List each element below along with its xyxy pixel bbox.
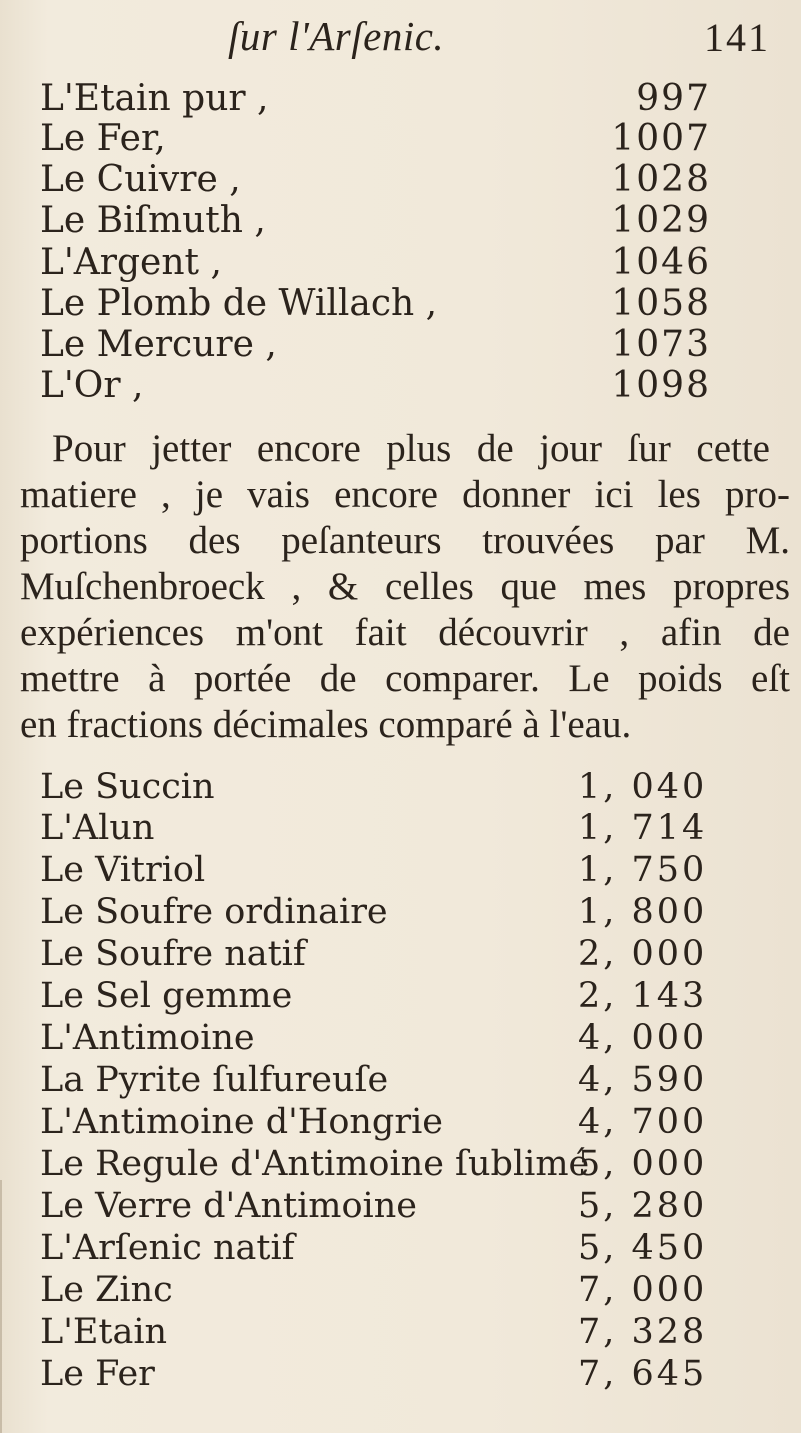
table-row — [0, 157, 801, 203]
substance-value: 7, 000 — [578, 1270, 708, 1310]
table-row — [0, 1225, 801, 1271]
table-row — [0, 764, 801, 810]
metal-value: 997 — [636, 78, 711, 119]
table-row — [0, 847, 801, 893]
table-row — [0, 973, 801, 1019]
substance-name: Le Soufre natif — [40, 934, 306, 974]
paragraph-line: portions des peſanteurs trouvées par M. — [20, 519, 790, 562]
metal-value: 1028 — [611, 159, 711, 200]
metal-value: 1046 — [611, 242, 711, 283]
substance-value: 2, 143 — [578, 976, 708, 1016]
substance-value: 5, 450 — [578, 1228, 708, 1268]
metal-value: 1029 — [611, 200, 711, 241]
substance-name: Le Verre d'Antimoine — [40, 1186, 417, 1226]
metal-name: L'Or , — [40, 365, 144, 406]
table-row — [0, 889, 801, 935]
metal-value: 1073 — [611, 324, 711, 365]
substance-name: Le Sel gemme — [40, 976, 293, 1016]
page-header — [0, 4, 801, 64]
page-number: 141 — [704, 15, 770, 60]
table-row — [0, 322, 801, 368]
metal-name: Le Cuivre , — [40, 159, 241, 200]
substance-name: L'Antimoine — [40, 1018, 255, 1058]
metal-name: L'Etain pur , — [40, 78, 269, 119]
metal-name: L'Argent , — [40, 242, 222, 283]
table-row — [0, 1099, 801, 1145]
substance-value: 5, 280 — [578, 1186, 708, 1226]
table-row — [0, 931, 801, 977]
table-row — [0, 281, 801, 327]
substance-name: L'Etain — [40, 1312, 168, 1352]
substance-name: Le Zinc — [40, 1270, 173, 1310]
substance-value: 5, 000 — [578, 1144, 708, 1184]
substance-value: 4, 700 — [578, 1102, 708, 1142]
metal-name: Le Biſmuth , — [40, 200, 266, 241]
substance-name: Le Fer — [40, 1354, 155, 1394]
table-row — [0, 1057, 801, 1103]
substance-value: 4, 590 — [578, 1060, 708, 1100]
paragraph-line: Pour jetter encore plus de jour ſur cette — [52, 427, 770, 470]
substance-value: 7, 645 — [578, 1354, 708, 1394]
substance-value: 1, 714 — [578, 808, 708, 848]
table-row — [0, 1183, 801, 1229]
metal-value: 1058 — [611, 283, 711, 324]
table-row — [0, 805, 801, 851]
page-edge-shadow — [0, 1180, 2, 1433]
paragraph-line: mettre à portée de comparer. Le poids eſt — [20, 657, 790, 700]
substance-name: Le Succin — [40, 767, 215, 807]
paragraph-line: matiere , je vais encore donner ici les pro- — [20, 473, 790, 516]
table-row — [0, 1309, 801, 1355]
substance-name: La Pyrite ſulfureuſe — [40, 1060, 389, 1100]
paragraph-line: Muſchenbroeck , & celles que mes propres — [20, 565, 790, 608]
substance-value: 4, 000 — [578, 1018, 708, 1058]
substance-name: Le Soufre ordinaire — [40, 892, 388, 932]
table-row — [0, 1141, 801, 1187]
substance-value: 1, 040 — [578, 767, 708, 807]
metal-value: 1007 — [611, 118, 711, 159]
metal-name: Le Fer, — [40, 118, 166, 159]
paragraph-line: en fractions décimales comparé à l'eau. — [20, 703, 632, 746]
substance-value: 1, 750 — [578, 850, 708, 890]
table-row — [0, 1267, 801, 1313]
table-row — [0, 1015, 801, 1061]
running-title: ſur l'Arſenic. — [228, 13, 445, 59]
metal-name: Le Plomb de Willach , — [40, 283, 438, 324]
substance-value: 2, 000 — [578, 934, 708, 974]
metal-name: Le Mercure , — [40, 324, 277, 365]
table-row — [0, 1351, 801, 1397]
table-row — [0, 198, 801, 244]
substance-name: L'Alun — [40, 808, 155, 848]
table-row — [0, 116, 801, 162]
paragraph-line: expériences m'ont fait découvrir , afin de — [20, 611, 790, 654]
table-row — [0, 363, 801, 409]
substance-name: Le Regule d'Antimoine ſublimé — [40, 1144, 590, 1184]
table-row — [0, 240, 801, 286]
substance-name: Le Vitriol — [40, 850, 206, 890]
substance-value: 7, 328 — [578, 1312, 708, 1352]
substance-name: L'Antimoine d'Hongrie — [40, 1102, 443, 1142]
metal-value: 1098 — [611, 365, 711, 406]
substance-value: 1, 800 — [578, 892, 708, 932]
substance-name: L'Arſenic natif — [40, 1228, 295, 1268]
